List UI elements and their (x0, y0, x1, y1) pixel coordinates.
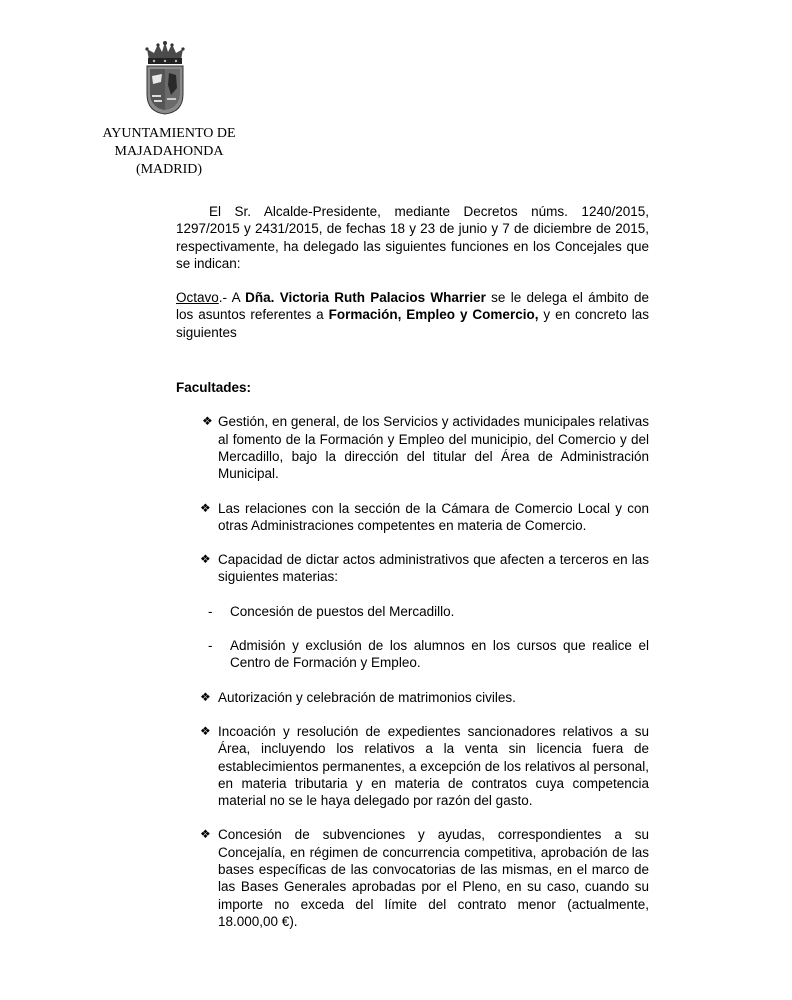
list-item-text: Las relaciones con la sección de la Cámara de Comercio Local y con otras Administraciones competentes en materia de Comercio. (218, 500, 649, 533)
org-line-2: MAJADAHONDA (114, 144, 224, 159)
dash-marker: - (208, 638, 213, 654)
bullet-diamond-icon: ❖ (200, 827, 211, 842)
octavo-sep: .- A (218, 290, 246, 306)
list-item-text: Concesión de subvenciones y ayudas, correspondientes a su Concejalía, en régimen de concurrencia competitiva, aprobación de las bases específicas de las convocatorias de las mismas, en el marco de las Bases Generales aprobadas por el Pleno, en su caso, cuando su importe no exceda del límite del contrato menor (actualmente, 18.000,00 €). (218, 827, 649, 929)
list-item (176, 413, 649, 482)
octavo-end: y en concreto las siguientes (176, 307, 650, 340)
list-item-text: Incoación y resolución de expedientes sancionadores relativos a su Área, incluyendo los relativos a la venta sin licencia fuera de establecimientos permanentes, a excepción de los relativos al personal, en materia tributaria y en materia de contratos cuya competencia material no se le haya delegado por razón del gasto. (218, 723, 649, 809)
bullet-diamond-icon: ❖ (200, 723, 211, 738)
octavo-paragraph (176, 289, 649, 341)
list-item-text: Autorización y celebración de matrimonios civiles. (218, 689, 516, 705)
facultades-heading: Facultades: (176, 380, 252, 396)
delegated-area: Formación, Empleo y Comercio, (328, 307, 539, 323)
facultades-list (176, 413, 649, 930)
octavo-label: Octavo (176, 290, 219, 306)
bullet-diamond-icon: ❖ (200, 689, 211, 704)
list-item (176, 689, 649, 706)
octavo-mid: se le delega el ámbito de los asuntos referentes a (176, 290, 650, 323)
org-line-1: AYUNTAMIENTO DE (102, 126, 236, 141)
organization-name (96, 125, 242, 179)
list-item-text: Gestión, en general, de los Servicios y actividades municipales relativas al fomento de la Formación y Empleo del municipio, del Comercio y del Mercadillo, bajo la dirección del titular del Área de Administración Municipal. (218, 414, 649, 482)
bullet-diamond-icon: ❖ (200, 552, 211, 567)
list-item-text: Admisión y exclusión de los alumnos en los cursos que realice el Centro de Formación y Empleo. (230, 638, 649, 671)
list-item (176, 637, 649, 672)
bullet-diamond-icon: ❖ (200, 500, 211, 515)
list-item (176, 500, 649, 535)
bullet-diamond-icon: ❖ (202, 414, 213, 429)
org-line-3: (MADRID) (135, 162, 203, 177)
coat-of-arms-icon (143, 40, 187, 116)
list-item-text: Capacidad de dictar actos administrativos que afecten a terceros en las siguientes materias: (218, 552, 649, 585)
dash-marker: - (208, 603, 213, 619)
list-item (176, 723, 649, 809)
document-body (176, 203, 649, 930)
delegate-name: Dña. Victoria Ruth Palacios Wharrier (245, 290, 486, 306)
list-item (176, 826, 649, 930)
list-item-text: Concesión de puestos del Mercadillo. (230, 603, 455, 619)
intro-paragraph: El Sr. Alcalde-Presidente, mediante Decretos núms. 1240/2015, 1297/2015 y 2431/2015, de fechas 18 y 23 de junio y 7 de diciembre de 2015, respectivamente, ha delegado las siguientes funciones en los Concejales que se indican: (176, 204, 649, 271)
list-item (176, 551, 649, 586)
list-item (176, 603, 649, 620)
